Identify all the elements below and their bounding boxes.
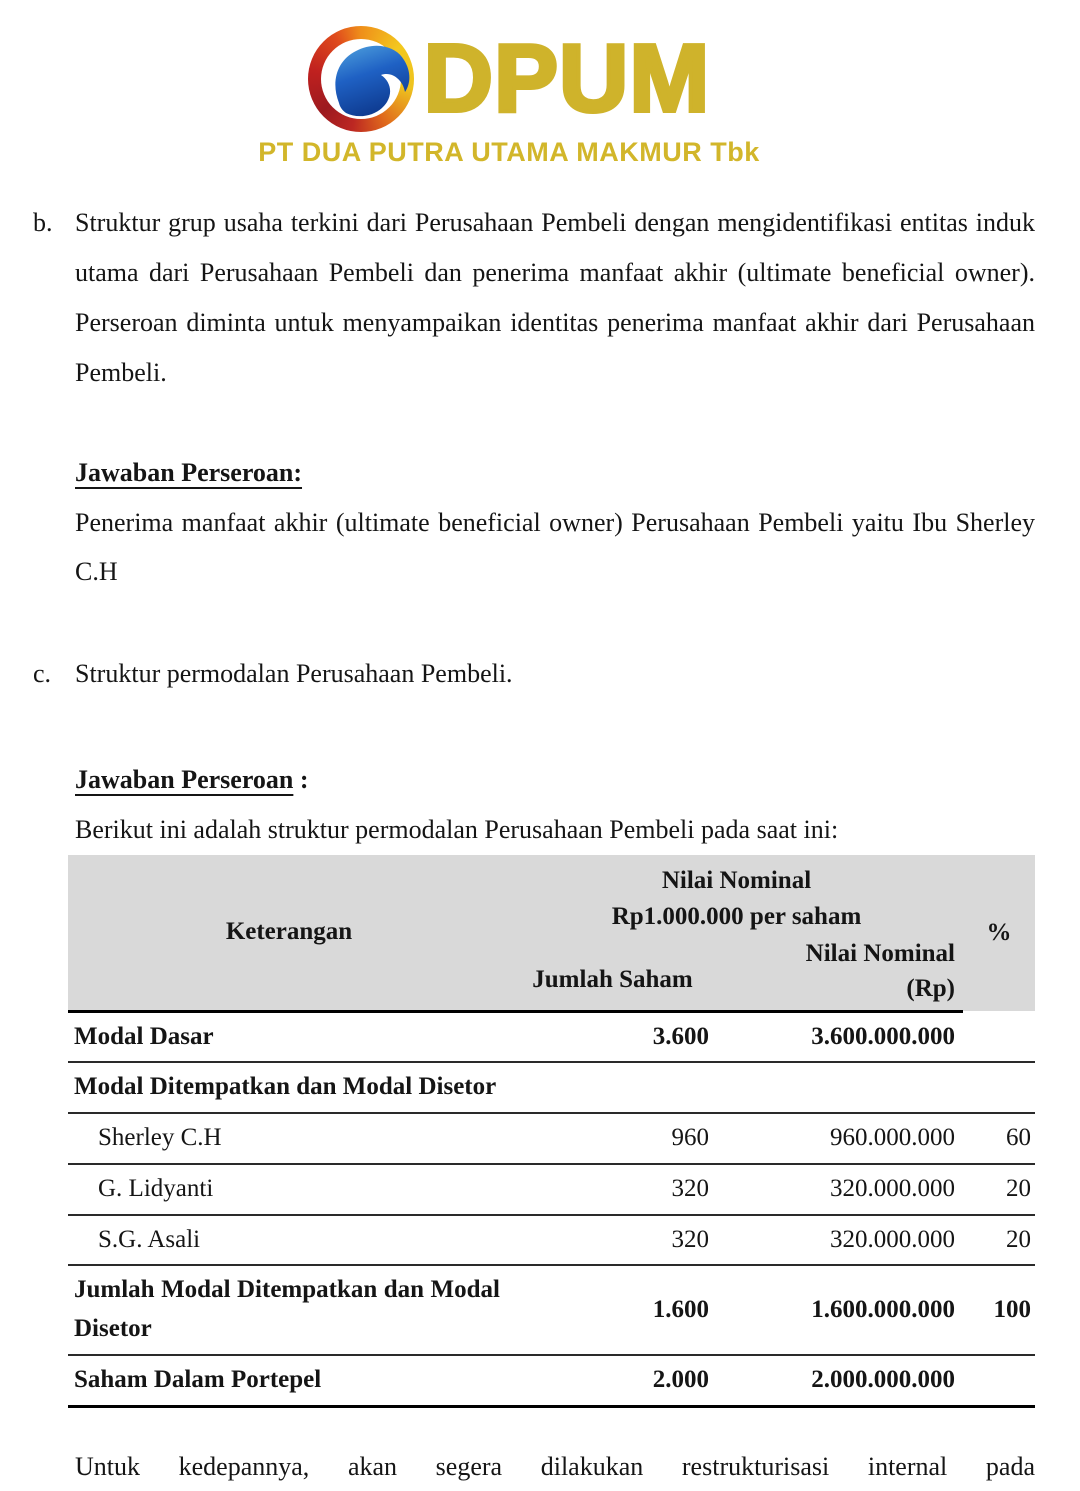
list-item-c: [33, 649, 1035, 699]
list-text-b: Struktur grup usaha terkini dari Perusahaan Pembeli dengan mengidentifikasi entitas induk utama dari Perusahaan Pembeli dan penerima manfaat akhir (ultimate beneficial owner). Perseroan diminta untuk menyampaikan identitas penerima manfaat akhir dari Perusahaan Pembeli.: [75, 208, 1035, 387]
col-header-nominal-group: Nilai Nominal Rp1.000.000 per saham: [510, 855, 963, 936]
table-row-saham-portepel: Saham Dalam Portepel 2.000 2.000.000.000: [68, 1355, 1035, 1406]
list-marker-c: c.: [33, 659, 52, 689]
col-header-nilai-nominal: Nilai Nominal (Rp): [715, 936, 963, 1012]
table-row-modal-dasar: Modal Dasar 3.600 3.600.000.000: [68, 1011, 1035, 1062]
wave-circle-icon: [308, 26, 414, 132]
table-row-jumlah-modal: Jumlah Modal Ditempatkan dan Modal Disetor 1.600 1.600.000.000 100: [68, 1265, 1035, 1355]
company-name: PT DUA PUTRA UTAMA MAKMUR Tbk: [258, 137, 760, 167]
table-row-modal-ditempatkan: Modal Ditempatkan dan Modal Disetor: [68, 1062, 1035, 1113]
answer-b-heading: Jawaban Perseroan:: [75, 457, 303, 487]
answer-c-intro: Berikut ini adalah struktur permodalan Perusahaan Pembeli pada saat ini:: [75, 815, 839, 845]
answer-c-heading: Jawaban Perseroan :: [75, 765, 309, 795]
letterhead: [8, 26, 1010, 168]
table-row-asali: S.G. Asali 320 320.000.000 20: [68, 1215, 1035, 1266]
answer-b-body: Penerima manfaat akhir (ultimate beneficial owner) Perusahaan Pembeli yaitu Ibu Sherley C.H: [75, 507, 1035, 587]
col-header-keterangan: Keterangan: [68, 855, 510, 1011]
wave-glyph: [308, 26, 414, 132]
table-row-sherley: Sherley C.H 960 960.000.000 60: [68, 1113, 1035, 1164]
capital-structure-table: [68, 855, 1035, 1408]
table-row-lidyanti: G. Lidyanti 320 320.000.000 20: [68, 1164, 1035, 1215]
col-header-percent: %: [963, 855, 1035, 1011]
col-header-jumlah-saham: Jumlah Saham: [510, 936, 715, 1012]
list-item-b: [33, 198, 1035, 398]
brand-wordmark: DPUM: [423, 25, 711, 132]
list-text-c: Struktur permodalan Perusahaan Pembeli.: [75, 659, 513, 689]
list-marker-b: b.: [33, 208, 53, 237]
closing-paragraph: Untuk kedepannya, akan segera dilakukan restrukturisasi internal pada: [75, 1451, 1035, 1481]
logo-row: [308, 26, 711, 132]
table-header-row-1: [68, 855, 1035, 936]
answer-c-colon: :: [293, 765, 309, 795]
